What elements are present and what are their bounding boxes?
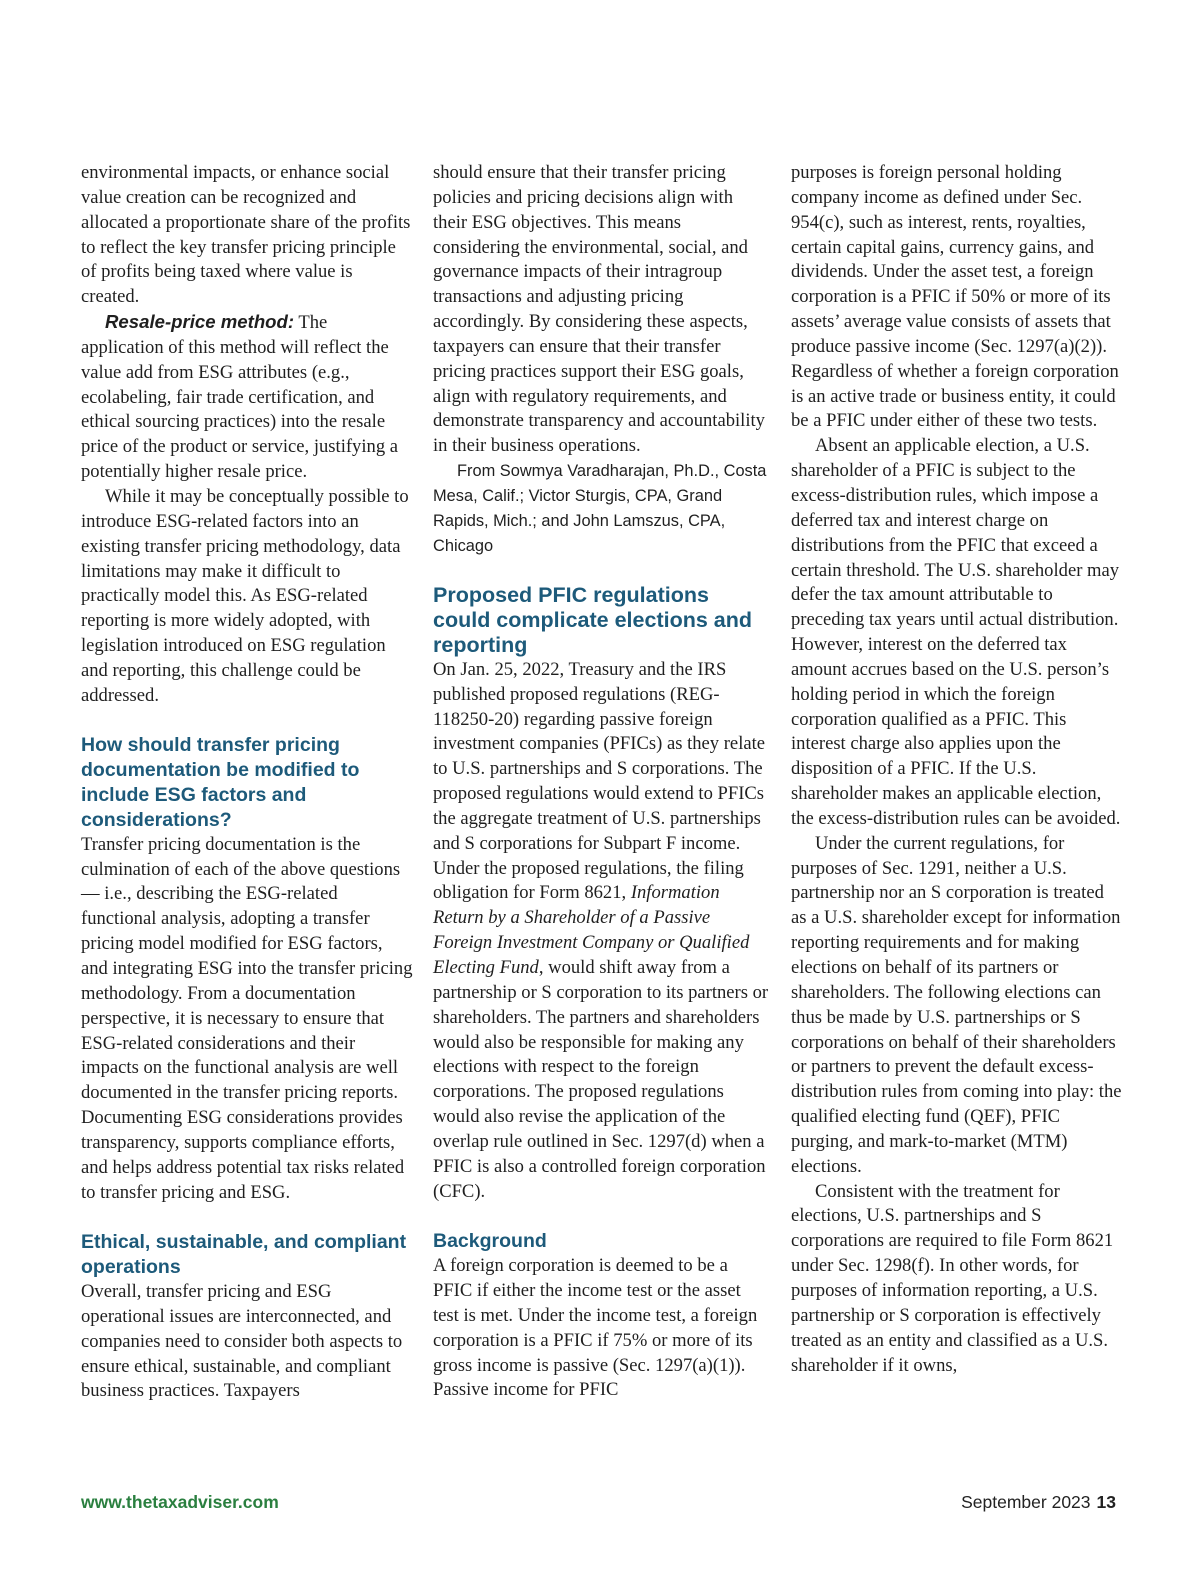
paragraph: purposes is foreign personal holding company income as defined under Sec. 954(c), such as interest, rents, royalties, certain capital gains, currency gains, and dividends. Under the asset test, a foreign corporation is a PFIC if 50% or more of its assets’ average value consists of assets that produce passive income (Sec. 1297(a)(2)). Regardless of whether a foreign corporation is an active trade or business entity, it could be a PFIC under either of these two tests.: [791, 162, 1119, 432]
paragraph: A foreign corporation is deemed to be a PFIC if either the income test or the asset test is met. Under the income test, a foreign corporation is a PFIC if 75% or more of its gross income is passive (Sec. 1297(a)(1)). Passive income for PFIC: [433, 1255, 758, 1401]
paragraph: [433, 658, 769, 1205]
column-2: [433, 161, 769, 1403]
issue-date: September 2023: [961, 1492, 1091, 1512]
paragraph: Under the current regulations, for purposes of Sec. 1291, neither a U.S. partnership nor an S corporation is treated as a U.S. shareholder except for information reporting requirements and for making elections on behalf of its partners or shareholders. The following elections can thus be made by U.S. partnerships or S corporations on behalf of their shareholders or partners to prevent the default excess-distribution rules from coming into play: the qualified electing fund (QEF), PFIC purging, and mark-to-market (MTM) elections.: [791, 832, 1122, 1177]
section-heading: Background: [433, 1230, 547, 1253]
article-headline: Proposed PFIC regulations could complicate elections and reporting: [433, 583, 752, 658]
author-credit: From Sowmya Varadharajan, Ph.D., Costa Mesa, Calif.; Victor Sturgis, CPA, Grand Rapids, Mich.; and John Lamszus, CPA, Chicago: [433, 462, 767, 555]
paragraph: environmental impacts, or enhance social value creation can be recognized and allocated a proportionate share of the profits to reflect the key transfer pricing principle of profits being taxed where value is created.: [81, 162, 411, 308]
section-heading: How should transfer pricing documentation be modified to include ESG factors and considerations?: [81, 734, 360, 831]
paragraph: Transfer pricing documentation is the culmination of each of the above questions — i.e., describing the ESG-related functional analysis, adopting a transfer pricing model modified for ESG factors, and integrating ESG into the transfer pricing methodology. From a documentation perspective, it is necessary to ensure that ESG-related considerations and their impacts on the functional analysis are well documented in the transfer pricing reports. Documenting ESG considerations provides transparency, supports compliance efforts, and helps address potential tax risks related to transfer pricing and ESG.: [81, 833, 413, 1203]
section-heading: Ethical, sustainable, and compliant operations: [81, 1231, 407, 1279]
paragraph-text: The application of this method will reflect the value add from ESG attributes (e.g., ecolabeling, fair trade certification, and ethical sourcing practices) into the resale price of the product or service, justifying a potentially higher resale price.: [81, 312, 399, 483]
footer-issue-info: [961, 1492, 1116, 1513]
page-number: 13: [1096, 1492, 1116, 1512]
paragraph: Consistent with the treatment for elections, U.S. partnerships and S corporations are required to file Form 8621 under Sec. 1298(f). In other words, for purposes of information reporting, a U.S. partnership or S corporation is effectively treated as an entity and classified as a U.S. shareholder if it owns,: [791, 1180, 1114, 1376]
lead-in: Resale-price method:: [105, 311, 295, 333]
paragraph-text: On Jan. 25, 2022, Treasury and the IRS published proposed regulations (REG-118250-20) regarding passive foreign investment companies (PFICs) as they relate to U.S. partnerships and S corporations. The proposed regulations would extend to PFICs the aggregate treatment of U.S. partnerships and S corporations for Subpart F income. Under the proposed regulations, the filing obligation for Form 8621,: [433, 658, 766, 904]
footer-website-link[interactable]: www.thetaxadviser.com: [81, 1492, 279, 1512]
paragraph-resale-price: [81, 310, 413, 485]
column-3: [791, 161, 1123, 1378]
paragraph: Overall, transfer pricing and ESG operational issues are interconnected, and companies need to consider both aspects to ensure ethical, sustainable, and compliant business practices. Taxpayers: [81, 1280, 403, 1402]
paragraph: should ensure that their transfer pricing policies and pricing decisions align with their ESG objectives. This means considering the environmental, social, and governance impacts of their intragroup transactions and adjusting pricing accordingly. By considering these aspects, taxpayers can ensure that their transfer pricing practices support their ESG goals, align with regulatory requirements, and demonstrate transparency and accountability in their business operations.: [433, 162, 765, 457]
paragraph: Absent an applicable election, a U.S. shareholder of a PFIC is subject to the excess-distribution rules, which impose a deferred tax and interest charge on distributions from the PFIC that exceed a certain threshold. The U.S. shareholder may defer the tax amount attributable to preceding tax years until actual distribution. However, interest on the deferred tax amount accrues based on the U.S. person’s holding period in which the foreign corporation qualified as a PFIC. This interest charge also applies upon the disposition of a PFIC. If the U.S. shareholder makes an applicable election, the excess-distribution rules can be avoided.: [791, 435, 1121, 829]
paragraph-text: , would shift away from a partnership or S corporation to its partners or shareholders. The partners and shareholders would also be responsible for making any elections with respect to the foreign corporations. The proposed regulations would also revise the application of the overlap rule outlined in Sec. 1297(d) when a PFIC is also a controlled foreign corporation (CFC).: [433, 957, 769, 1202]
form-title: Information Return by a Shareholder of a Passive Foreign Investment Company or Qualified Electing Fund: [433, 882, 750, 978]
paragraph: While it may be conceptually possible to introduce ESG-related factors into an existing transfer pricing methodology, data limitations may make it difficult to practically model this. As ESG-related reporting is more widely adopted, with legislation introduced on ESG regulation and reporting, this challenge could be addressed.: [81, 485, 409, 706]
column-1: [81, 161, 413, 1404]
